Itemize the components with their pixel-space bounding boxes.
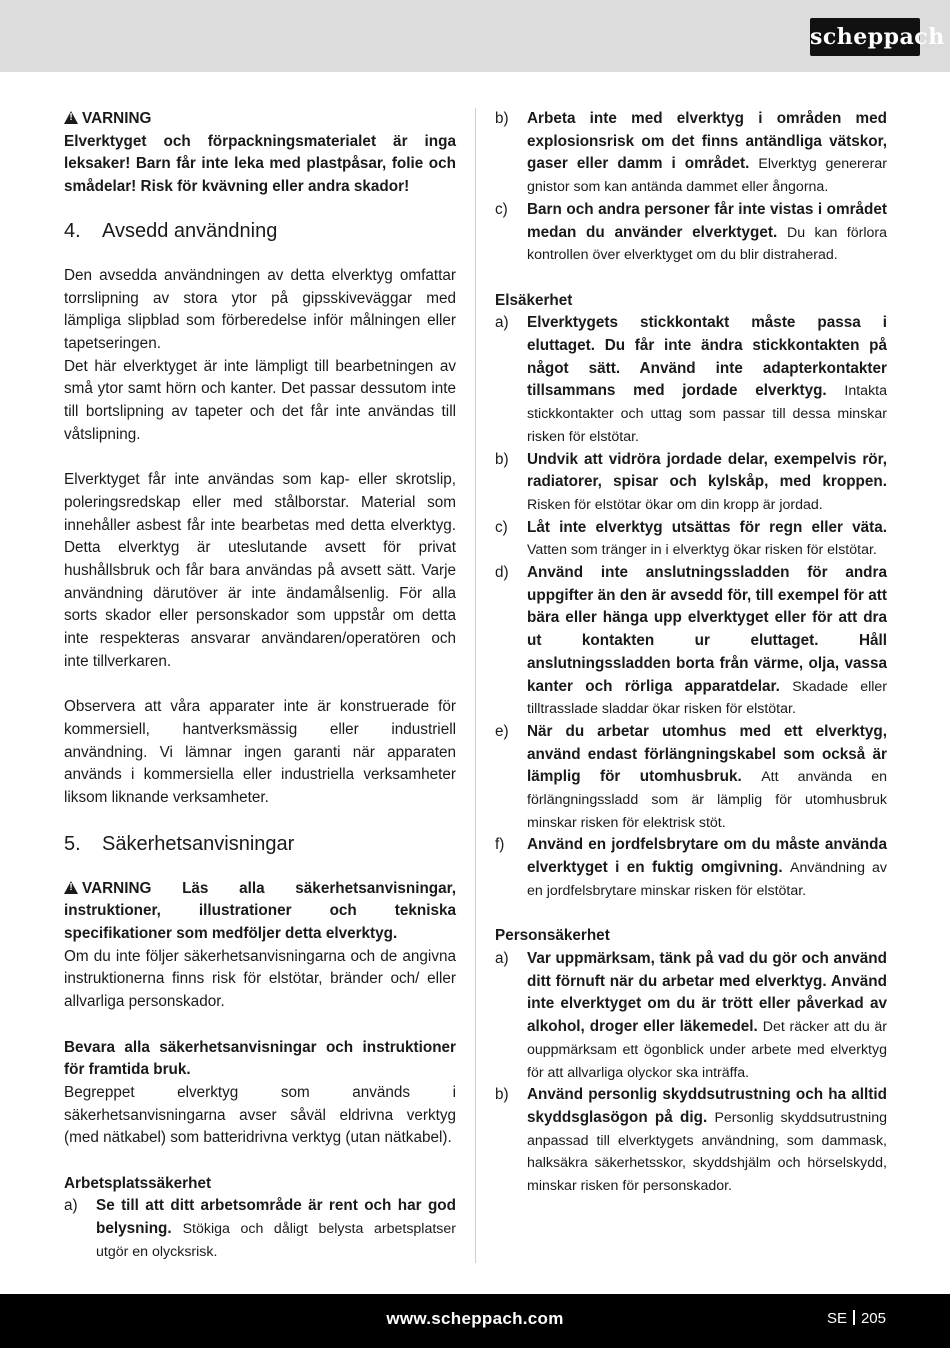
list-item: a) Se till att ditt arbetsområde är rent och har god belysning. Stökiga och dåligt belysta arbetsplatser utgör en olycksrisk. [64,1197,456,1260]
warning-icon [64,111,78,124]
paragraph: Den avsedda användningen av detta elverktyg omfattar torrslipning av stora ytor på gipsskiveväggar med lämpliga slipblad som förberedelse inför målningen eller tapetseringen. [64,266,456,352]
section-4-heading: 4. Avsedd användning [64,219,278,242]
website-url: www.scheppach.com [386,1309,564,1328]
section-5-title: Säkerhetsanvisningar [102,832,295,855]
list-item: d) Använd inte anslutningssladden för andra uppgifter än den är avsedd för, till exempel för att bära eller hänga upp elverktyget eller för att dra ut kontakten ur eluttaget. Håll anslutningssladden borta från värme, olja, vassa kanter och rörliga apparatdelar. Skadade eller tilltrasslade sladdar ökar risken för elstötar. [495,564,888,718]
workplace-list [495,108,887,267]
left-column [64,108,456,1264]
keep-instructions: Bevara alla säkerhetsanvisningar och instruktioner för framtida bruk. [64,1038,456,1079]
page-header [0,0,950,72]
warning-text: Elverktyget och förpackningsmaterialet är inga leksaker! Barn får inte leka med plastpåsar, folie och smådelar! Risk för kvävning eller andra skador! [64,132,456,196]
page-footer [0,1294,950,1348]
language-code: SE [826,1310,847,1327]
list-item: f) Använd en jordfelsbrytare om du måste använda elverktyget i en fuktig omgivning. Användning av en jordfelsbrytare minskar risken för elstötar. [495,836,888,899]
personal-heading: Personsäkerhet [495,927,610,945]
electrical-list [495,312,887,902]
section-5-heading: 5. Säkerhetsanvisningar [64,832,295,855]
paragraph: Observera att våra apparater inte är konstruerade för kommersiell, hantverksmässig eller industriell användning. Vi lämnar ingen garanti när apparaten används i kommersiella eller industriella verksamheter liksom liknande verksamheter. [64,698,456,806]
list-item: b) Arbeta inte med elverktyg i områden med explosionsrisk om det finns antändliga vätskor, gaser eller damm i området. Elverktyg genererar gnistor som kan antända dammet eller ångorna. [495,110,887,196]
list-item: a) Var uppmärksam, tänk på vad du gör och använd ditt förnuft när du arbetar med elverktyg. Använd inte elverktyget om du är trött eller påverkad av alkohol, droger eller läkemedel. Det räcker att du är ouppmärksam ett ögonblick under arbete med elverktyg för att allvarliga olyckor ska inträffa. [495,949,887,1081]
list-item: c) Barn och andra personer får inte vistas i området medan du använder elverktyget. Du kan förlora kontrollen över elverktyget om du blir distraherad. [495,200,888,264]
right-column [495,108,887,1198]
paragraph: Det här elverktyget är inte lämpligt till bearbetningen av små ytor samt hörn och kanter. Det passar dessutom inte till bortslipning av tapeter och det får inte användas till våtslipning. [64,357,456,443]
column-divider [475,108,476,1263]
section-4-title: Avsedd användning [102,219,278,242]
list-item: b) Undvik att vidröra jordade delar, exempelvis rör, radiatorer, spisar och kylskåp, med kroppen. Risken för elstötar ökar om din kropp är jordad. [495,450,887,513]
list-item: e) När du arbetar utomhus med ett elverktyg, använd endast förlängningskabel som också är lämplig för utomhusbruk. Att använda en förlängningssladd som är lämplig för utomhusbruk minskar risken för elektrisk stöt. [495,722,888,831]
safety-warning: !VARNING Läs alla säkerhetsanvisningar, instruktioner, illustrationer och tekniska specifikationer som medföljer detta elverktyg. [64,878,456,946]
page-number [827,1294,886,1344]
warning-title: VARNING [82,110,152,127]
personal-list [495,948,887,1198]
logo-text: scheppach [810,24,945,50]
workplace-heading: Arbetsplatssäkerhet [64,1174,212,1192]
warning-icon [64,881,78,894]
list-item: b) Använd personlig skyddsutrustning och ha alltid skyddsglasögon på dig. Personlig skyddsutrustning anpassad till elverktygets användning, som dammask, halksäkra säkerhetsskor, skyddshjälm och hörselskydd, minskar risken för personskador. [495,1086,887,1195]
paragraph: Elverktyget får inte användas som kap- eller skrotslip, poleringsredskap eller med stålborstar. Material som innehåller asbest får inte bearbetas med detta elverktyg. Detta elverktyg är uteslutande avsett för privat hushållsbruk och får bara användas på avsett sätt. Varje användning därutöver är inte ändamålsenlig. För alla sorts skador eller personskador som uppstår om detta inte respekteras ansvarar användaren/operatören och inte tillverkaren. [64,471,456,670]
page-number-value: 205 [860,1310,886,1327]
warning-block [64,108,456,199]
paragraph: Begreppet elverktyg som används i säkerhetsanvisningarna avser såväl eldrivna verktyg (med nätkabel) som batteridrivna verktyg (utan nätkabel). [64,1083,456,1147]
brand-logo [810,18,945,56]
electrical-heading: Elsäkerhet [495,291,573,309]
paragraph: Om du inte följer säkerhetsanvisningarna och de angivna instruktionerna finns risk för elstötar, bränder och/ eller allvarliga personskador. [64,947,456,1011]
list-item: a) Elverktygets stickkontakt måste passa i eluttaget. Du får inte ändra stickkontakten på något sätt. Använd inte adapterkontakter tillsammans med jordade elverktyg. Intakta stickkontakter och uttag som passar till dessa minskar risken för elstötar. [495,314,887,445]
list-item: c) Låt inte elverktyg utsättas för regn eller väta. Vatten som tränger in i elverktyg ökar risken för elstötar. [495,518,887,559]
